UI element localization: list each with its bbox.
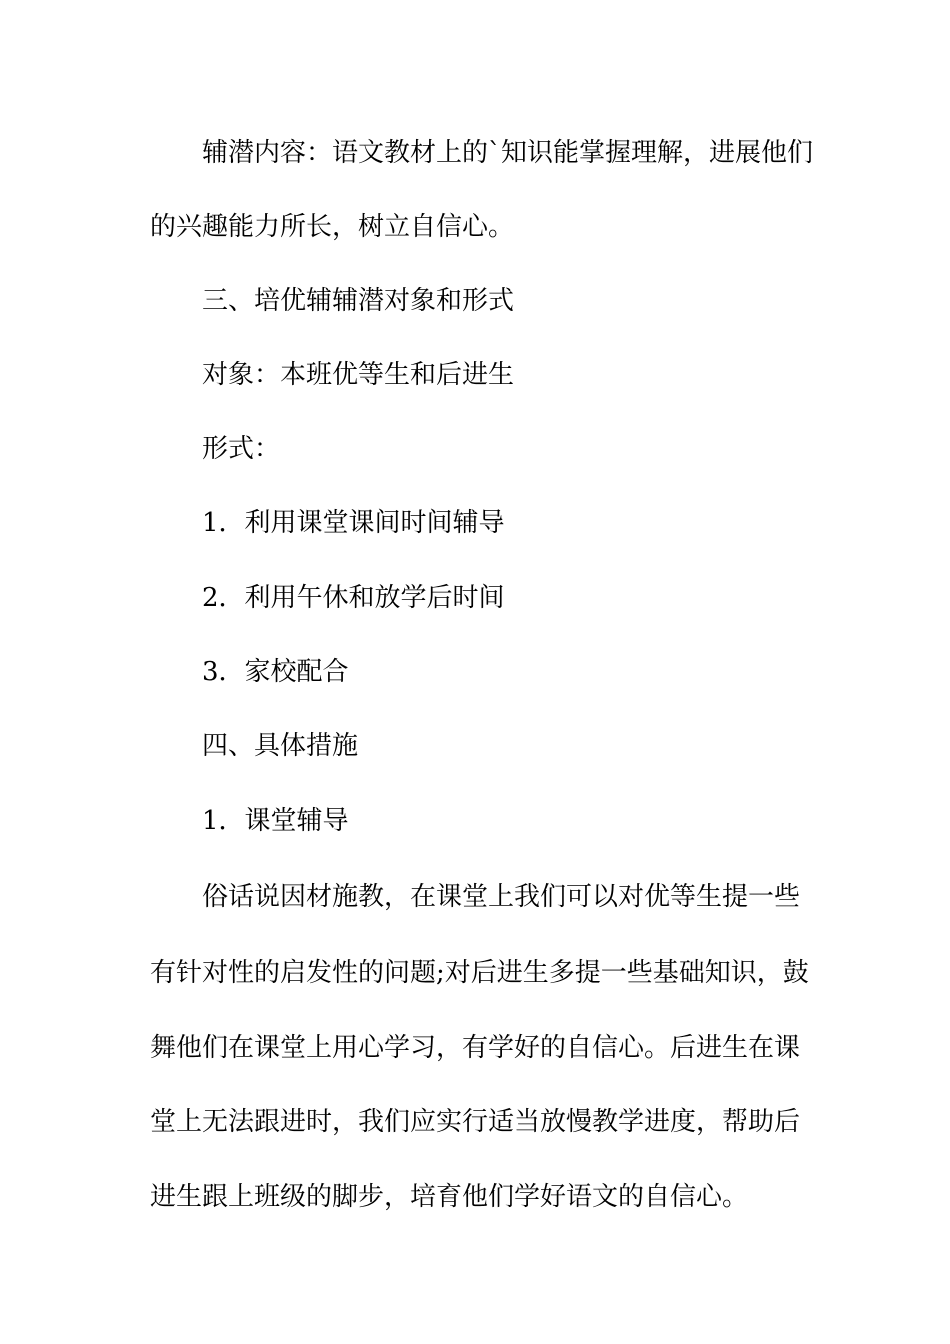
section-heading: 四、具体措施 <box>202 731 359 761</box>
paragraph-line: 形式： <box>202 434 281 464</box>
list-item: 1．利用课堂课间时间辅导 <box>202 508 505 538</box>
paragraph-line: 俗话说因材施教，在课堂上我们可以对优等生提一些 <box>202 882 801 912</box>
paragraph-line: 舞他们在课堂上用心学习，有学好的自信心。后进生在课 <box>150 1033 801 1063</box>
paragraph-line: 的兴趣能力所长，树立自信心。 <box>150 212 515 242</box>
paragraph-line: 有针对性的启发性的问题;对后进生多提一些基础知识，鼓 <box>150 958 809 988</box>
paragraph-line: 堂上无法跟进时，我们应实行适当放慢教学进度，帮助后 <box>150 1107 801 1137</box>
list-item: 2．利用午休和放学后时间 <box>202 583 505 613</box>
paragraph-line: 辅潜内容：语文教材上的`知识能掌握理解，进展他们 <box>202 138 814 168</box>
paragraph-line: 对象：本班优等生和后进生 <box>202 360 515 390</box>
subsection-heading: 1．课堂辅导 <box>202 806 349 836</box>
list-item: 3．家校配合 <box>202 657 349 687</box>
section-heading: 三、培优辅辅潜对象和形式 <box>202 286 515 316</box>
paragraph-line: 进生跟上班级的脚步，培育他们学好语文的自信心。 <box>150 1182 749 1212</box>
